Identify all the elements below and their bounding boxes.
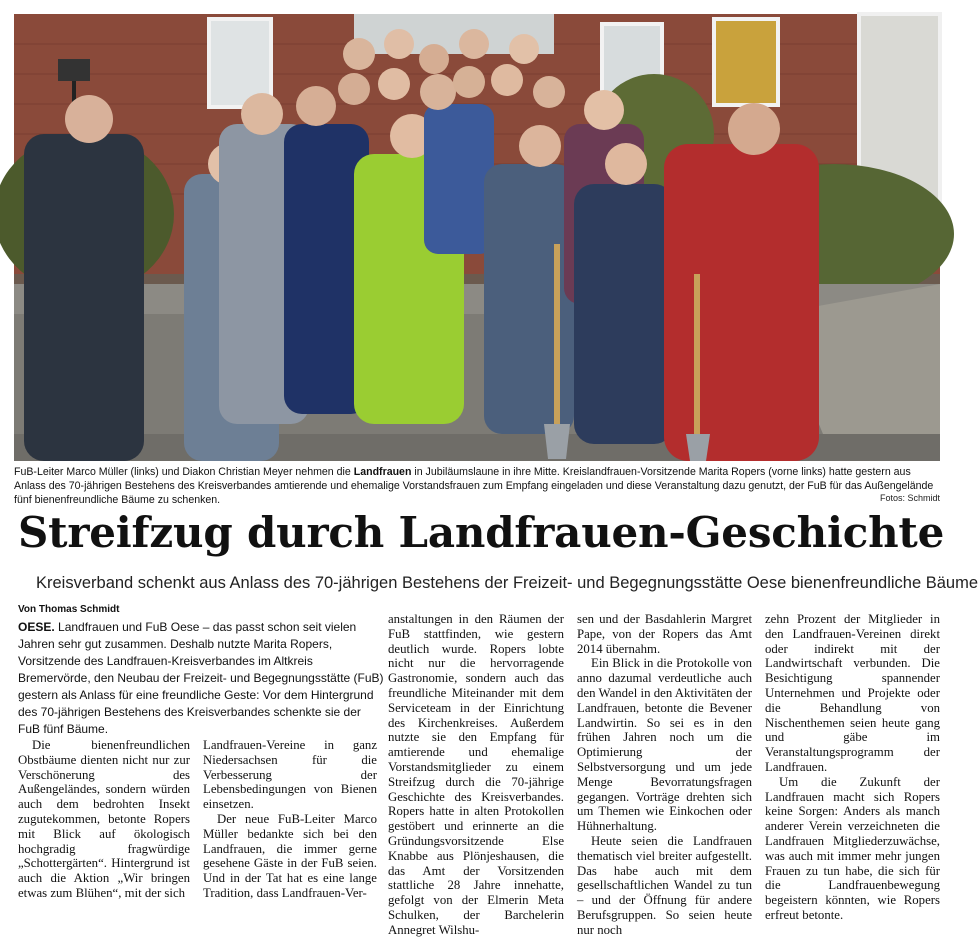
article-column-3 — [388, 612, 564, 937]
paragraph: Der neue FuB-Leiter Marco Müller bedankte sich bei den Landfrauen, die immer gerne gesehene Gäste in der FuB seien. Und in der Tat hat es eine lange Tradition, dass Landfrauen-Ver- — [203, 811, 377, 900]
photo-caption — [14, 465, 940, 507]
paragraph: sen und der Basdahlerin Margret Pape, von der Ropers das Amt 2014 übernahm. — [577, 612, 752, 656]
headline: Streifzug durch Landfrauen-Geschichte — [18, 508, 945, 557]
paragraph: Um die Zukunft der Landfrauen macht sich Ropers keine Sorgen: Anders als manch anderer Verein verzeichneten die Landfrauen Mitgliederzuwächse, was auch mit immer mehr jungen Frauen zu tun habe, die sich für die Landfrauenbewegung begeistern könnten, wie Ropers erfreut betonte. — [765, 774, 940, 922]
group-photo-illustration — [14, 14, 940, 461]
article-column-4 — [577, 612, 752, 937]
paragraph: Ein Blick in die Protokolle von anno dazumal verdeutliche auch den Wandel in den Aktivitäten der Landfrauen, betonte die Bevener Landwirtin. So sei es in den frühen Jahren noch um die Optimierung der Selbstversorgung und um jede Menge Bevorratungsfragen gegangen. Vorträge drehten sich um Themen wie Einkochen oder Hühnerhaltung. — [577, 656, 752, 834]
paragraph: anstaltungen in den Räumen der FuB stattfinden, wie gestern deutlich wurde. Ropers lobte nicht nur die hervorragende Gastronomie, sondern auch das freundliche Miteinander mit dem Serviceteam in der Einrichtung des Kirchenkreises. Außerdem nutzte sie den Empfang für amtierende und ehemalige Vorstandsmitglieder zu einem Streifzug durch die 70-jährige Geschichte des Kreisverbandes. Ropers hatte in alten Protokollen gestöbert und erinnerte an die Gründungsvorsitzende Else Knabbe aus Plönjeshausen, die das Amt der Vorsitzenden stattliche 28 Jahre innehatte, gefolgt von der Elmerin Meta Schulken, der Barchelerin Annegret Wilshu- — [388, 612, 564, 937]
paragraph: zehn Prozent der Mitglieder in den Landfrauen-Vereinen direkt oder indirekt mit der Landwirtschaft verbunden. Die Besichtigung spannender Unternehmen und Projekte oder die Behandlung von Nischenthemen seien heute gang und gäbe im Veranstaltungsprogramm der Landfrauen. — [765, 612, 940, 774]
dateline: OESE. — [18, 620, 55, 634]
subheadline: Kreisverband schenkt aus Anlass des 70-jährigen Bestehens der Freizeit- und Begegnungsstätte Oese bienenfreundliche Bäume — [36, 574, 978, 592]
paragraph: Die bienenfreundlichen Obstbäume dienten nicht nur zur Verschönerung des Außengeländes, sondern würden auch dem bedrohten Insekt zugutekommen, betonte Ropers mit Blick auf ökologisch hochgradig fragwürdige „Schottergärten“. Hintergrund ist auch die Aktion „Wir bringen etwas zum Blühen“, mit der sich — [18, 738, 190, 900]
caption-text-1: FuB-Leiter Marco Müller (links) und Diakon Christian Meyer nehmen die — [14, 466, 354, 478]
lead-paragraph — [18, 619, 384, 738]
article-column-1 — [18, 738, 190, 900]
caption-text-2: in Jubiläumslaune in ihre Mitte. Kreislandfrauen-Vorsitzende Marita Ropers (vorne links) hatte gestern aus Anlass des 70-jährigen Bestehens des Kreisverbandes amtierende und ehemalige Vorstandsfrauen zum Empfang eingeladen und diese Veranstaltung dazu genutzt, der FuB für das Außengelände fünf bienenfreundliche Bäume zu schenken. — [14, 466, 934, 506]
byline: Von Thomas Schmidt — [18, 604, 120, 615]
article-column-2 — [203, 738, 377, 900]
photo-credit: Fotos: Schmidt — [879, 493, 940, 503]
lead-text: Landfrauen und FuB Oese – das passt schon seit vielen Jahren sehr gut zusammen. Deshalb nutzte Marita Ropers, Vorsitzende des Landfrauen-Kreisverbandes im Altkreis Bremervörde, den Neubau der Freizeit- und Begegnungsstätte (FuB) gestern als Anlass für eine freundliche Geste: Vor dem Hintergrund des 70-jährigen Bestehens des Kreisverbandes schenkte sie der FuB fünf Bäume. — [18, 620, 384, 736]
caption-bold: Landfrauen — [353, 466, 412, 478]
article-column-5 — [765, 612, 940, 922]
paragraph: Landfrauen-Vereine in ganz Niedersachsen für die Verbesserung der Lebensbedingungen von Bienen einsetzen. — [203, 738, 377, 812]
article-photo — [14, 14, 940, 461]
paragraph: Heute seien die Landfrauen thematisch viel breiter aufgestellt. Das habe auch mit dem gesellschaftlichen Wandel zu tun – und der Öffnung für andere Berufsgruppen. So seien heute nur noch — [577, 833, 752, 937]
